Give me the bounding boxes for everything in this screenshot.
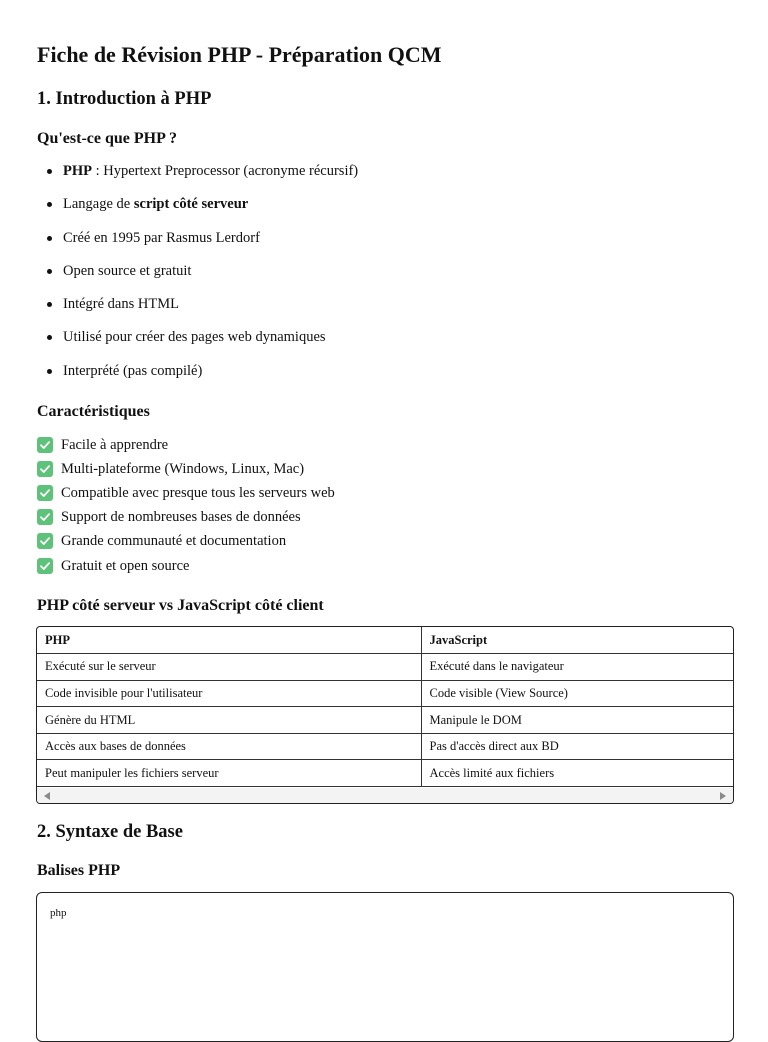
checkmark-icon bbox=[37, 509, 53, 525]
subheading-comparison: PHP côté serveur vs JavaScript côté client bbox=[37, 597, 324, 614]
code-block bbox=[36, 892, 734, 1042]
list-item: Open source et gratuit bbox=[37, 260, 727, 293]
table-cell: Exécuté dans le navigateur bbox=[421, 654, 734, 681]
code-language-label: php bbox=[50, 907, 67, 919]
table-row bbox=[37, 707, 734, 734]
list-item: Créé en 1995 par Rasmus Lerdorf bbox=[37, 227, 727, 260]
column-header-php: PHP bbox=[37, 627, 421, 654]
list-item: Intégré dans HTML bbox=[37, 293, 727, 326]
table-cell: Manipule le DOM bbox=[421, 707, 734, 734]
list-item: Support de nombreuses bases de données bbox=[37, 505, 727, 529]
subheading-what-is-php: Qu'est-ce que PHP ? bbox=[37, 130, 177, 147]
table-cell: Accès limité aux fichiers bbox=[421, 760, 734, 787]
list-item: Facile à apprendre bbox=[37, 433, 727, 457]
checkmark-icon bbox=[37, 461, 53, 477]
table-row bbox=[37, 733, 734, 760]
comparison-table bbox=[37, 627, 734, 787]
list-item: Utilisé pour créer des pages web dynamiques bbox=[37, 326, 727, 359]
features-list bbox=[37, 433, 727, 578]
list-item: Compatible avec presque tous les serveurs web bbox=[37, 481, 727, 505]
list-item: Interprété (pas compilé) bbox=[37, 360, 727, 393]
page-title: Fiche de Révision PHP - Préparation QCM bbox=[37, 42, 442, 67]
horizontal-scrollbar[interactable] bbox=[37, 788, 733, 803]
table-cell: Génère du HTML bbox=[37, 707, 421, 734]
section-heading-intro: 1. Introduction à PHP bbox=[37, 89, 212, 109]
subheading-php-tags: Balises PHP bbox=[37, 862, 121, 879]
subheading-features: Caractéristiques bbox=[37, 403, 150, 420]
checkmark-icon bbox=[37, 533, 53, 549]
table-cell: Accès aux bases de données bbox=[37, 733, 421, 760]
table-cell: Peut manipuler les fichiers serveur bbox=[37, 760, 421, 787]
section-heading-syntax: 2. Syntaxe de Base bbox=[37, 822, 183, 842]
list-item: Grande communauté et documentation bbox=[37, 529, 727, 553]
list-item: Gratuit et open source bbox=[37, 553, 727, 577]
intro-bullet-list bbox=[37, 160, 727, 393]
scroll-left-arrow-icon[interactable] bbox=[44, 792, 50, 800]
scroll-right-arrow-icon[interactable] bbox=[720, 792, 726, 800]
table-cell: Code visible (View Source) bbox=[421, 680, 734, 707]
table-cell: Exécuté sur le serveur bbox=[37, 654, 421, 681]
checkmark-icon bbox=[37, 485, 53, 501]
list-item: PHP : Hypertext Preprocessor (acronyme récursif) bbox=[37, 160, 727, 193]
table-header-row bbox=[37, 627, 734, 654]
checkmark-icon bbox=[37, 437, 53, 453]
table-row bbox=[37, 654, 734, 681]
list-item: Multi-plateforme (Windows, Linux, Mac) bbox=[37, 457, 727, 481]
checkmark-icon bbox=[37, 558, 53, 574]
table-row bbox=[37, 680, 734, 707]
column-header-javascript: JavaScript bbox=[421, 627, 734, 654]
comparison-table-container[interactable] bbox=[36, 626, 734, 804]
list-item: Langage de script côté serveur bbox=[37, 193, 727, 226]
table-cell: Pas d'accès direct aux BD bbox=[421, 733, 734, 760]
table-cell: Code invisible pour l'utilisateur bbox=[37, 680, 421, 707]
table-row bbox=[37, 760, 734, 787]
